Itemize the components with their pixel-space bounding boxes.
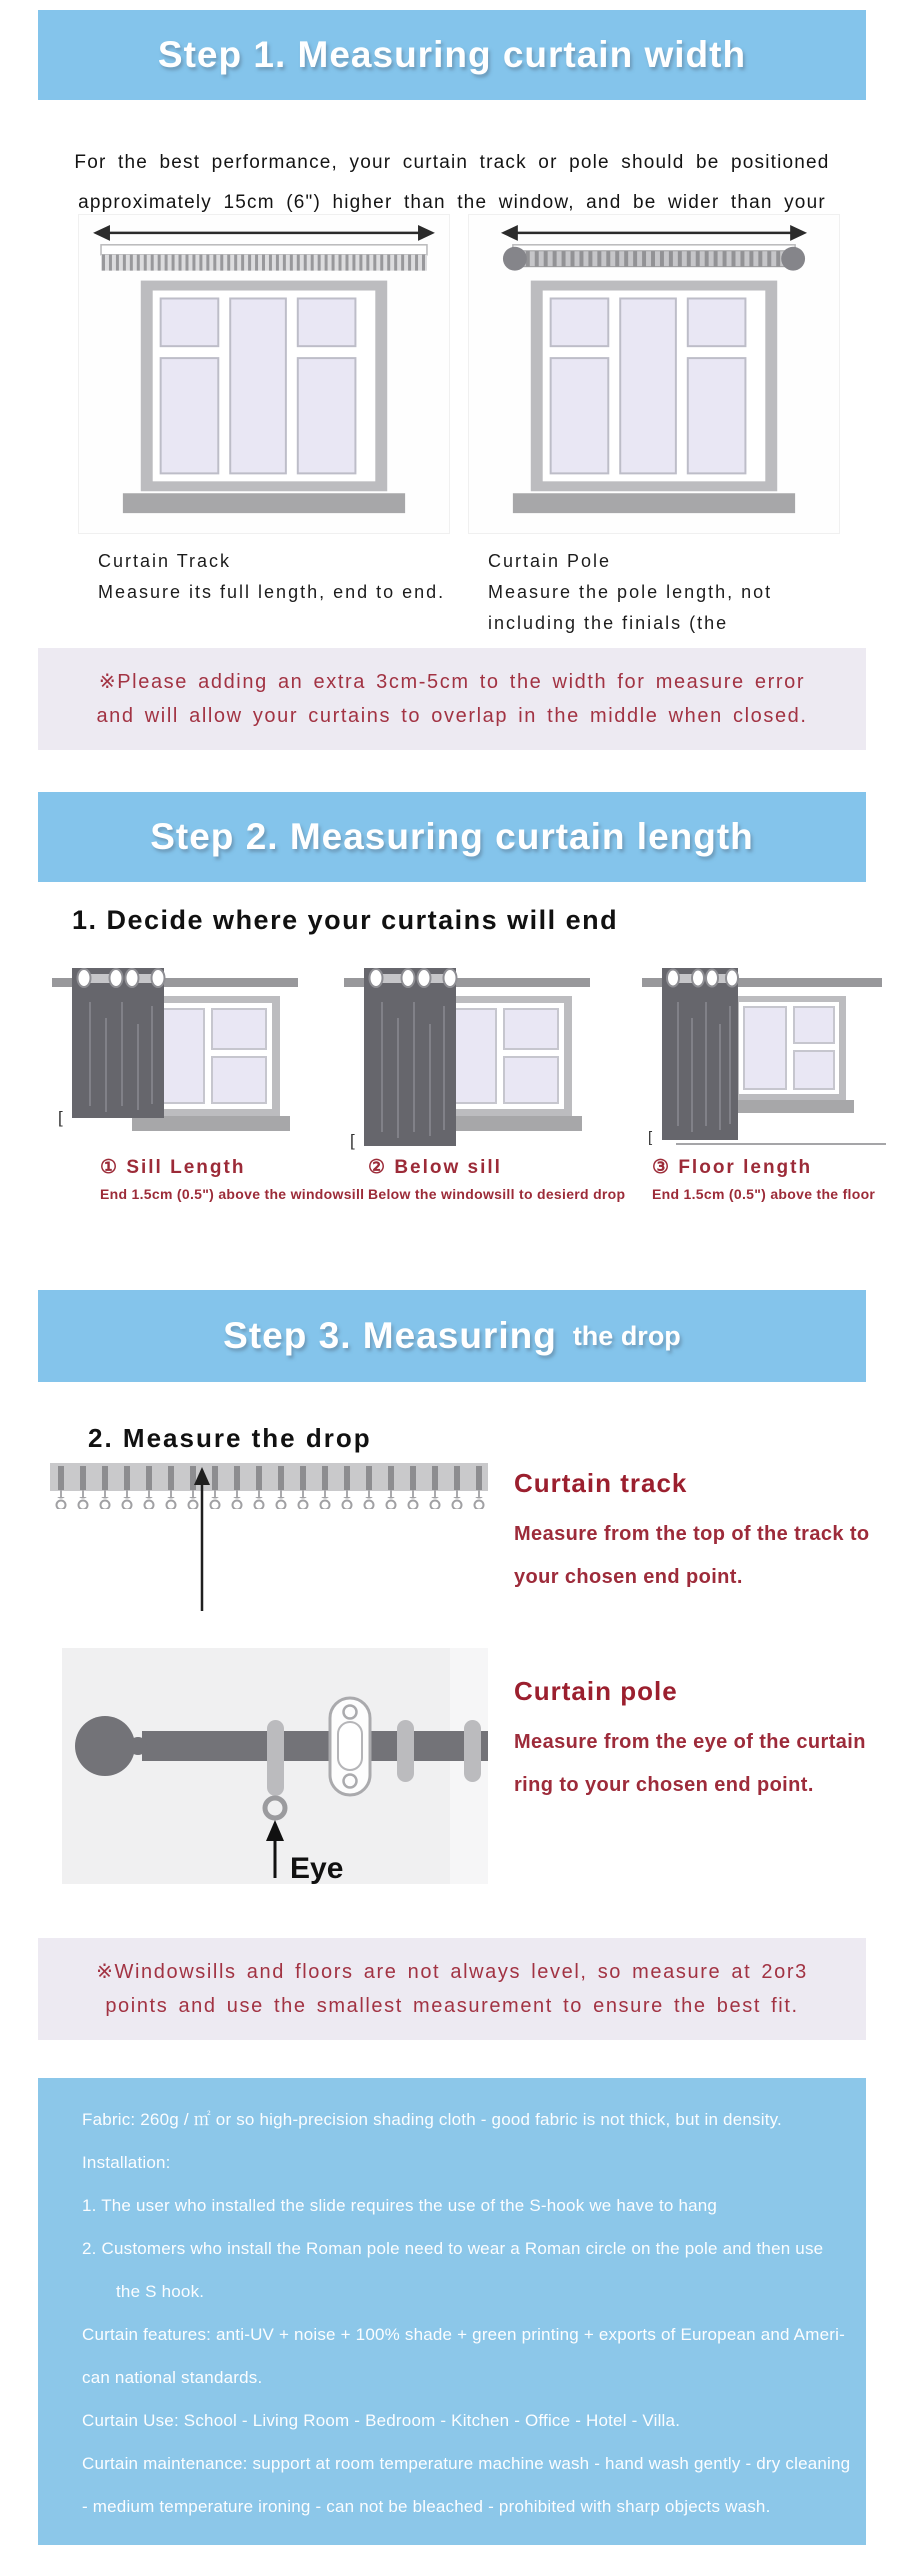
info-maintenance-1: Curtain maintenance: support at room temperature machine wash - hand wash gently - dry cleaning [82, 2454, 851, 2473]
step2-banner [38, 792, 866, 882]
floor-length-caption [652, 1156, 875, 1202]
step1-banner-title: Step 1. Measuring curtain width [157, 34, 747, 75]
curtain-pole-drop-illustration [62, 1648, 488, 1884]
intro-line-1: For the best performance, your curtain track or pole should be positioned [74, 152, 830, 173]
svg-text:[: [ [648, 1129, 653, 1146]
step3-banner [38, 1290, 866, 1382]
info-installation: Installation: [82, 2153, 171, 2172]
floor-length-illustration [636, 956, 888, 1156]
info-features-1: Curtain features: anti-UV + noise + 100% shade + green printing + exports of European and Ameri- [82, 2325, 845, 2344]
level-note-line-2: points and use the smallest measurement to ensure the best fit. [105, 1995, 799, 2017]
below-sill-caption [368, 1156, 625, 1202]
floor-length-title: Floor length [678, 1157, 813, 1178]
info-fabric: Fabric: 260g / ㎡ or so high-precision shading cloth - good fabric is not thick, but in density. [82, 2110, 782, 2129]
info-install-2b: the S hook. [116, 2282, 205, 2301]
width-note-line-1: ※Please adding an extra 3cm-5cm to the width for measure error [98, 671, 806, 693]
curtain-track-width-diagram [78, 214, 450, 534]
floor-length-num: ③ [652, 1157, 672, 1178]
curtain-pole-caption-desc-1: Measure the pole length, not [488, 582, 773, 602]
below-sill-desc: Below the windowsill to desierd drop [368, 1186, 626, 1202]
sill-length-num: ① [100, 1157, 120, 1178]
curtain-pole-caption-desc-2: including the finials (the [488, 613, 729, 633]
curtain-track-drop-title: Curtain track [514, 1468, 688, 1498]
sill-length-caption [100, 1156, 364, 1202]
curtain-track-drop-desc: Measure from the top of the track to your chosen end point. [514, 1523, 870, 1588]
below-sill-illustration [338, 956, 600, 1156]
step3-banner-subtitle: the drop [572, 1320, 681, 1351]
curtain-pole-width-illustration [469, 215, 839, 533]
curtain-pole-drop-title: Curtain pole [514, 1676, 678, 1706]
curtain-pole-caption-title: Curtain Pole [488, 551, 612, 571]
sill-length-title: Sill Length [126, 1157, 246, 1178]
curtain-track-drop-text [514, 1468, 890, 1599]
curtain-pole-drop-text [514, 1676, 890, 1807]
svg-text:[: [ [58, 1108, 63, 1127]
decide-end-heading: 1. Decide where your curtains will end [72, 905, 619, 935]
sill-length-figure [46, 956, 308, 1156]
curtain-pole-drop-desc: Measure from the eye of the curtain ring to your chosen end point. [514, 1731, 866, 1796]
step2-banner-title: Step 2. Measuring curtain length [150, 816, 754, 857]
curtain-track-caption [98, 546, 445, 608]
width-measure-note [38, 648, 866, 750]
curtain-track-caption-title: Curtain Track [98, 551, 232, 571]
info-features-2: can national standards. [82, 2368, 263, 2387]
measure-drop-heading: 2. Measure the drop [88, 1423, 372, 1453]
below-sill-figure [338, 956, 600, 1156]
curtain-pole-width-diagram [468, 214, 840, 534]
below-sill-title: Below sill [394, 1157, 502, 1178]
floor-length-desc: End 1.5cm (0.5") above the floor [652, 1186, 876, 1202]
eye-label: Eye [290, 1852, 344, 1884]
info-maintenance-2: - medium temperature ironing - can not be bleached - prohibited with sharp objects wash. [82, 2497, 771, 2516]
step1-banner [38, 10, 866, 100]
product-info-box [38, 2078, 866, 2545]
step3-banner-title: Step 3. Measuring [223, 1315, 557, 1356]
width-note-line-2: and will allow your curtains to overlap in the middle when closed. [96, 705, 808, 727]
info-install-1: 1. The user who installed the slide requires the use of the S-hook we have to hang [82, 2196, 718, 2215]
curtain-pole-caption [488, 546, 772, 639]
svg-text:[: [ [350, 1131, 355, 1150]
intro-line-2: approximately 15cm (6") higher than the window, and be wider than your [78, 192, 826, 213]
sill-length-illustration [46, 956, 308, 1156]
sill-length-desc: End 1.5cm (0.5") above the windowsill [100, 1186, 365, 1202]
curtain-track-caption-desc: Measure its full length, end to end. [98, 582, 446, 602]
intro-text [0, 143, 904, 223]
curtain-track-drop-illustration [50, 1463, 488, 1613]
info-install-2: 2. Customers who install the Roman pole need to wear a Roman circle on the pole and then use [82, 2239, 824, 2258]
level-measure-note [38, 1938, 866, 2040]
level-note-line-1: ※Windowsills and floors are not always level, so measure at 2or3 [96, 1961, 808, 1983]
curtain-track-width-illustration [79, 215, 449, 533]
floor-length-figure [636, 956, 888, 1156]
info-use: Curtain Use: School - Living Room - Bedroom - Kitchen - Office - Hotel - Villa. [82, 2411, 681, 2430]
below-sill-num: ② [368, 1157, 388, 1178]
